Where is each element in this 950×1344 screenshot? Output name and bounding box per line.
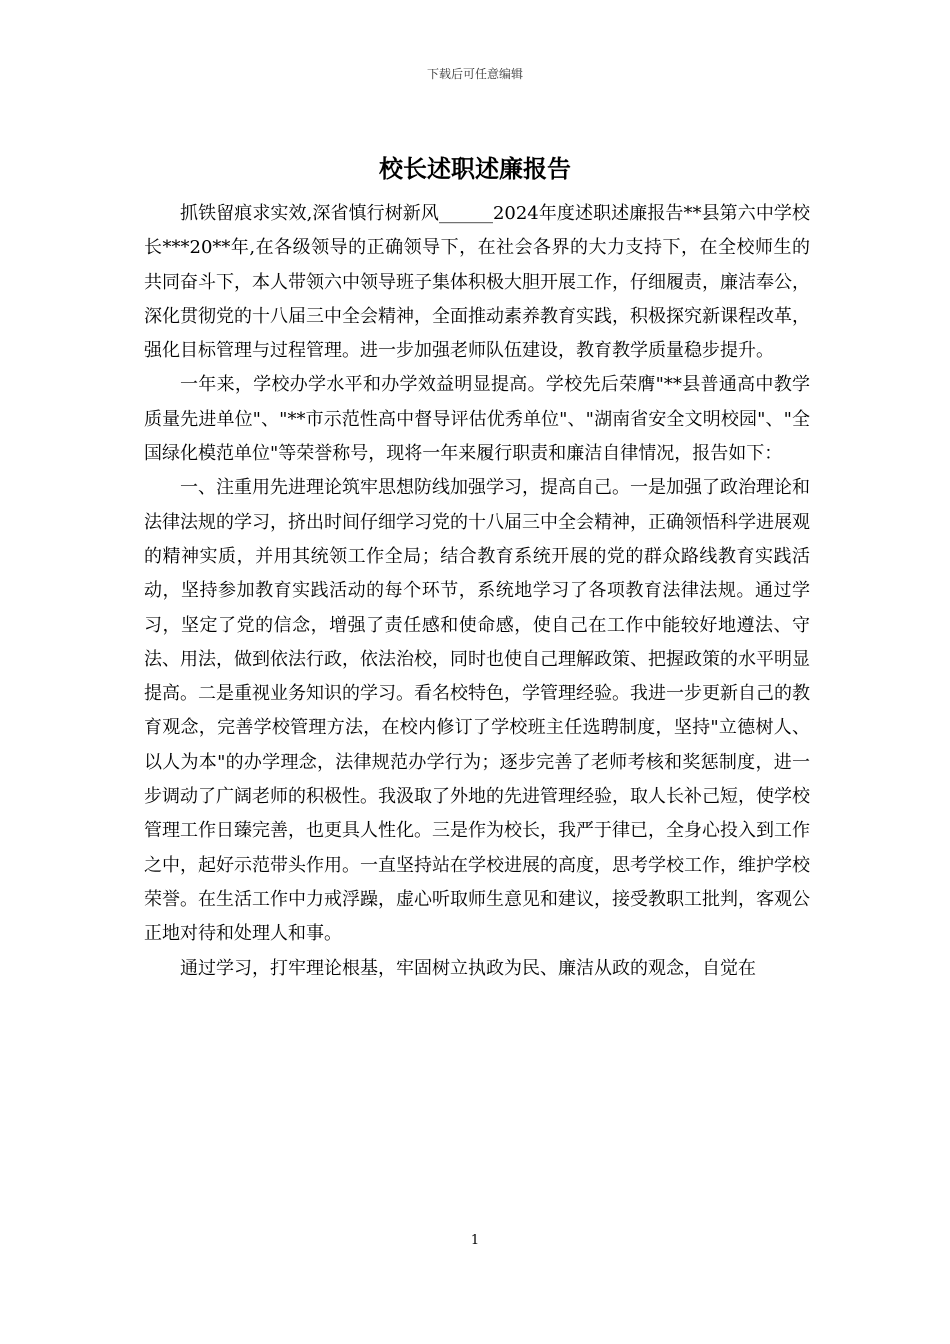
paragraph: 一年来，学校办学水平和办学效益明显提高。学校先后荣膺"**县普通高中教学质量先进单位"、"**市示范性高中督导评估优秀单位"、"湖南省安全文明校园"、"全国绿化模范单位"等荣誉称号，现将一年来履行职责和廉洁自律情况，报告如下： xyxy=(144,374,810,465)
paragraph: 一、注重用先进理论筑牢思想防线加强学习，提高自己。一是加强了政治理论和法律法规的学习，挤出时间仔细学习党的十八届三中全会精神，正确领悟科学进展观的精神实质，并用其统领工作全局；结合教育系统开展的党的群众路线教育实践活动，坚持参加教育实践活动的每个环节，系统地学习了各项教育法律法规。通过学习，坚定了党的信念，增强了责任感和使命感，使自己在工作中能较好地遵法、守法、用法，做到依法行政，依法治校，同时也使自己理解政策、把握政策的水平明显提高。二是重视业务知识的学习。看名校特色，学管理经验。我进一步更新自己的教育观念，完善学校管理方法，在校内修订了学校班主任选聘制度，坚持"立德树人、以人为本"的办学理念，法律规范办学行为；逐步完善了老师考核和奖惩制度，进一步调动了广阔老师的积极性。我汲取了外地的先进管理经验，取人长补己短，使学校管理工作日臻完善，也更具人性化。三是作为校长，我严于律已，全身心投入到工作之中，起好示范带头作用。一直坚持站在学校进展的高度，思考学校工作，维护学校荣誉。在生活工作中力戒浮躁，虚心听取师生意见和建议，接受教职工批判，客观公正地对待和处理人和事。 xyxy=(144,477,810,945)
document-body xyxy=(144,197,810,986)
document-title: 校长述职述廉报告 xyxy=(379,154,571,183)
header-note: 下载后可任意编辑 xyxy=(426,67,523,81)
paragraph: 抓铁留痕求实效,深省慎行树新风______2024年度述职述廉报告**县第六中学校长***20**年,在各级领导的正确领导下，在社会各界的大力支持下，在全校师生的共同奋斗下，本人带领六中领导班子集体积极大胆开展工作，仔细履责，廉洁奉公，深化贯彻党的十八届三中全会精神，全面推动素养教育实践，积极探究新课程改革，强化目标管理与过程管理。进一步加强老师队伍建设，教育教学质量稳步提升。 xyxy=(144,203,810,362)
page-number: 1 xyxy=(470,1233,480,1248)
paragraph: 通过学习，打牢理论根基，牢固树立执政为民、廉洁从政的观念，自觉在 xyxy=(180,957,756,979)
